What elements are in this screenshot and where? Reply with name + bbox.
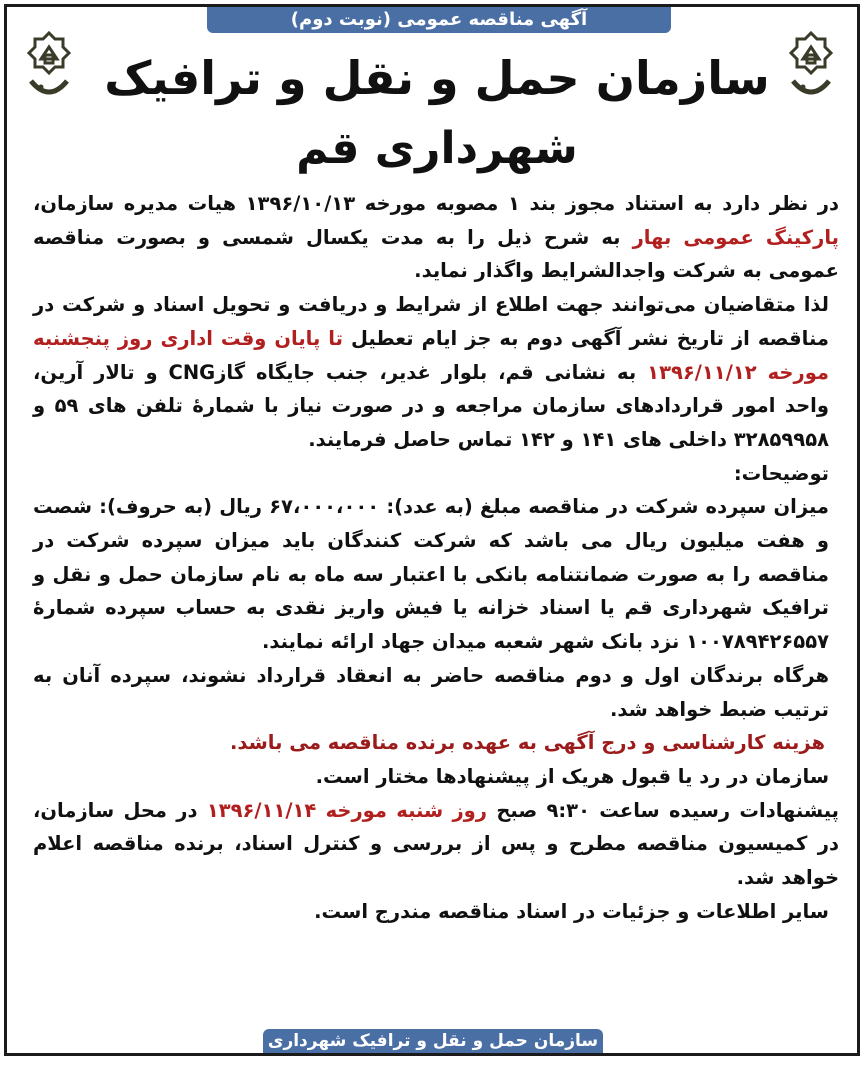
- opening-date-highlight: روز شنبه مورخه ۱۳۹۶/۱۱/۱۴: [206, 798, 488, 822]
- deadline-highlight: تا پایان وقت اداری روز پنجشنبه مورخه ۱۳۹۶/۱۱/۱۲: [33, 326, 829, 384]
- paragraph-forfeit: هرگاه برندگان اول و دوم مناقصه حاضر به انعقاد قرارداد نشوند، سپرده آنان به ترتیب ضبط خواهد شد.: [33, 663, 829, 721]
- paragraph-costs: هزینه کارشناسی و درج آگهی به عهده برنده مناقصه می باشد.: [229, 731, 825, 755]
- notice-body: [33, 187, 839, 928]
- opening-text-a: پیشنهادات رسیده ساعت ۹:۳۰ صبح: [496, 798, 839, 822]
- paragraph-deposit: میزان سپرده شرکت در مناقصه مبلغ (به عدد): ۶۷،۰۰۰،۰۰۰ ریال (به حروف): شصت و هفت میلیون ریال می باشد که شرکت کنندگان باید میزان سپرده شرکت در مناقصه را به صورت ضمانتنامه بانکی با اعتبار سه ماه به نام سازمان حمل و نقل و ترافیک شهرداری قم یا اسناد خزانه یا فیش واریز نقدی به حساب سپرده شمارهٔ ۱۰۰۷۸۹۴۲۶۵۵۷ نزد بانک شهر شعبه میدان جهاد ارائه نمایند.: [33, 495, 829, 654]
- opening-text-b: در محل سازمان، در کمیسیون مناقصه مطرح و پس از بررسی و کنترل اسناد، برنده مناقصه اعلام خواهد شد.: [33, 798, 839, 890]
- intro-text-b: به شرح ذیل را به مدت یکسال شمسی و بصورت مناقصه عمومی به شرکت واجدالشرایط واگذار نماید.: [33, 225, 839, 283]
- paragraph-opening: [33, 794, 839, 895]
- paragraph-rights: سازمان در رد یا قبول هریک از پیشنهادها مختار است.: [315, 764, 829, 788]
- notice-frame: [4, 4, 860, 1075]
- org-subtitle: شهرداری قم: [296, 123, 578, 174]
- paragraph-intro: [33, 187, 839, 288]
- intro-text-a: در نظر دارد به استناد مجوز بند ۱ مصوبه مورخه ۱۳۹۶/۱۰/۱۳ هیات مدیره سازمان،: [33, 192, 839, 215]
- paragraph-details: سایر اطلاعات و جزئیات در اسناد مناقصه مندرج است.: [314, 899, 829, 923]
- qom-municipality-logo-left: [21, 29, 77, 105]
- org-title: سازمان حمل و نقل و ترافیک: [104, 51, 770, 105]
- documents-text-a: لذا متقاضیان می‌توانند جهت اطلاع از شرایط و دریافت و تحویل اسناد و شرکت در مناقصه از تاریخ نشر آگهی دوم به جز ایام تعطیل: [33, 293, 829, 350]
- bottom-banner: سازمان حمل و نقل و ترافیک شهرداری قم: [263, 1029, 603, 1053]
- top-banner: آگهی مناقصه عمومی (نوبت دوم): [207, 7, 671, 33]
- documents-text-b: به نشانی قم، بلوار غدیر، جنب جایگاه گازCNG و تالار آرین، واحد امور قراردادهای سازمان مراجعه و در صورت نیاز با شمارهٔ تلفن های ۵۹ و ۳۲۸۵۹۹۵۸ داخلی های ۱۴۱ و ۱۴۲ تماس حاصل فرمایند.: [33, 360, 829, 451]
- parking-name-highlight: پارکینگ عمومی بهار: [632, 225, 840, 249]
- notes-heading: توضیحات:: [733, 461, 829, 485]
- qom-municipality-logo-right: [783, 29, 839, 105]
- paragraph-documents: [33, 288, 839, 457]
